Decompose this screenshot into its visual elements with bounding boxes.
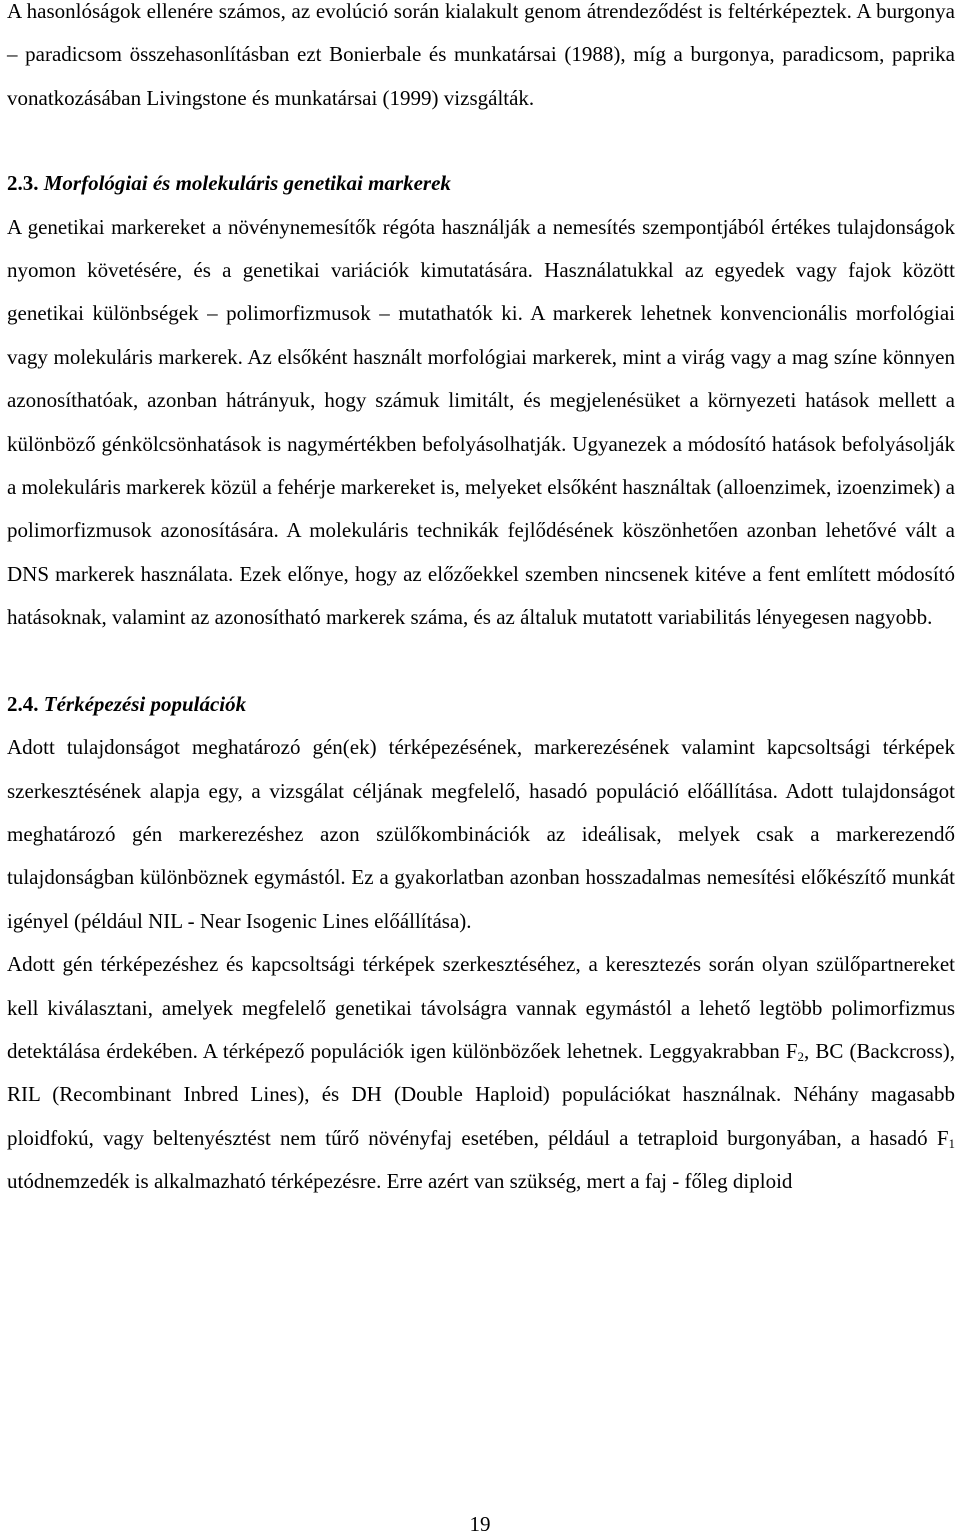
text-run: utódnemzedék is alkalmazható térképezésre. Erre azért van szükség, mert a faj - főleg diploid [7, 1169, 793, 1194]
text-run: , BC (Backcross), RIL (Recombinant Inbred Lines), és DH (Double Haploid) populációkat használnak. Néhány magasabb ploidfokú, vagy beltenyésztést nem tűrő növényfaj esetében, például a tetraploid burgonyában, a hasadó F [7, 1038, 956, 1150]
subscript: 2 [797, 1048, 805, 1064]
section-2-4-paragraph-1: Adott tulajdonságot meghatározó gén(ek) térképezésének, markerezésének valamint kapcsoltsági térképek szerkesztésének alapja egy, a vizsgálat céljának megfelelő, hasadó populáció előállítása. Adott tulajdonságot meghatározó gén markerezéshez azon szülőkombinációk az ideálisak, melyek csak a markerezendő tulajdonságban különböznek egymástól. Ez a gyakorlatban azonban hosszadalmas nemesítési előkészítő munkát igényel (például NIL - Near Isogenic Lines előállítása). [7, 735, 955, 933]
section-title: Morfológiai és molekuláris genetikai markerek [43, 171, 451, 196]
section-title: Térképezési populációk [43, 691, 247, 716]
page-number: 19 [469, 1512, 491, 1536]
text-run: Adott gén térképezéshez és kapcsoltsági térképek szerkesztéséhez, a keresztezés során olyan szülőpartnereket kell kiválasztani, amelyek megfelelő genetikai távolságra vannak egymástól a lehető legtöbb polimorfizmus detektálása érdekében. A térképező populációk igen különbözőek lehetnek. Leggyakrabban F [7, 952, 955, 1063]
section-number: 2.4. [7, 691, 39, 716]
section-2-4-paragraph-2 [7, 943, 955, 1203]
section-heading-2-3 [7, 162, 955, 205]
subscript: 1 [948, 1135, 955, 1151]
section-heading-2-4 [7, 683, 955, 726]
section-2-3-paragraph: A genetikai markereket a növénynemesítők régóta használják a nemesítés szempontjából értékes tulajdonságok nyomon követésére, és a genetikai variációk kimutatására. Használatukkal az egyedek vagy fajok között genetikai különbségek – polimorfizmusok – mutathatók ki. A markerek lehetnek konvencionális morfológiai vagy molekuláris markerek. Az elsőként használt morfológiai markerek, mint a virág vagy a mag színe könnyen azonosíthatóak, azonban hátrányuk, hogy számuk limitált, és megjelenésüket a környezeti hatások mellett a különböző génkölcsönhatások is nagymértékben befolyásolhatják. Ugyanezek a módosító hatások befolyásolják a molekuláris markerek közül a fehérje markereket is, melyeket elsőként használtak (alloenzimek, izoenzimek) a polimorfizmusok azonosítására. A molekuláris technikák fejlődésének köszönhetően azonban lehetővé vált a DNS markerek használata. Ezek előnye, hogy az előzőekkel szemben nincsenek kitéve a fent említett módosító hatásoknak, valamint az azonosítható markerek száma, és az általuk mutatott variabilitás lényegesen nagyobb. [7, 214, 955, 630]
document-page [7, 0, 955, 1204]
intro-paragraph: A hasonlóságok ellenére számos, az evolúció során kialakult genom átrendeződést is feltérképeztek. A burgonya – paradicsom összehasonlításban ezt Bonierbale és munkatársai (1988), míg a burgonya, paradicsom, paprika vonatkozásában Livingstone és munkatársai (1999) vizsgálták. [7, 0, 955, 110]
section-number: 2.3. [7, 171, 39, 196]
